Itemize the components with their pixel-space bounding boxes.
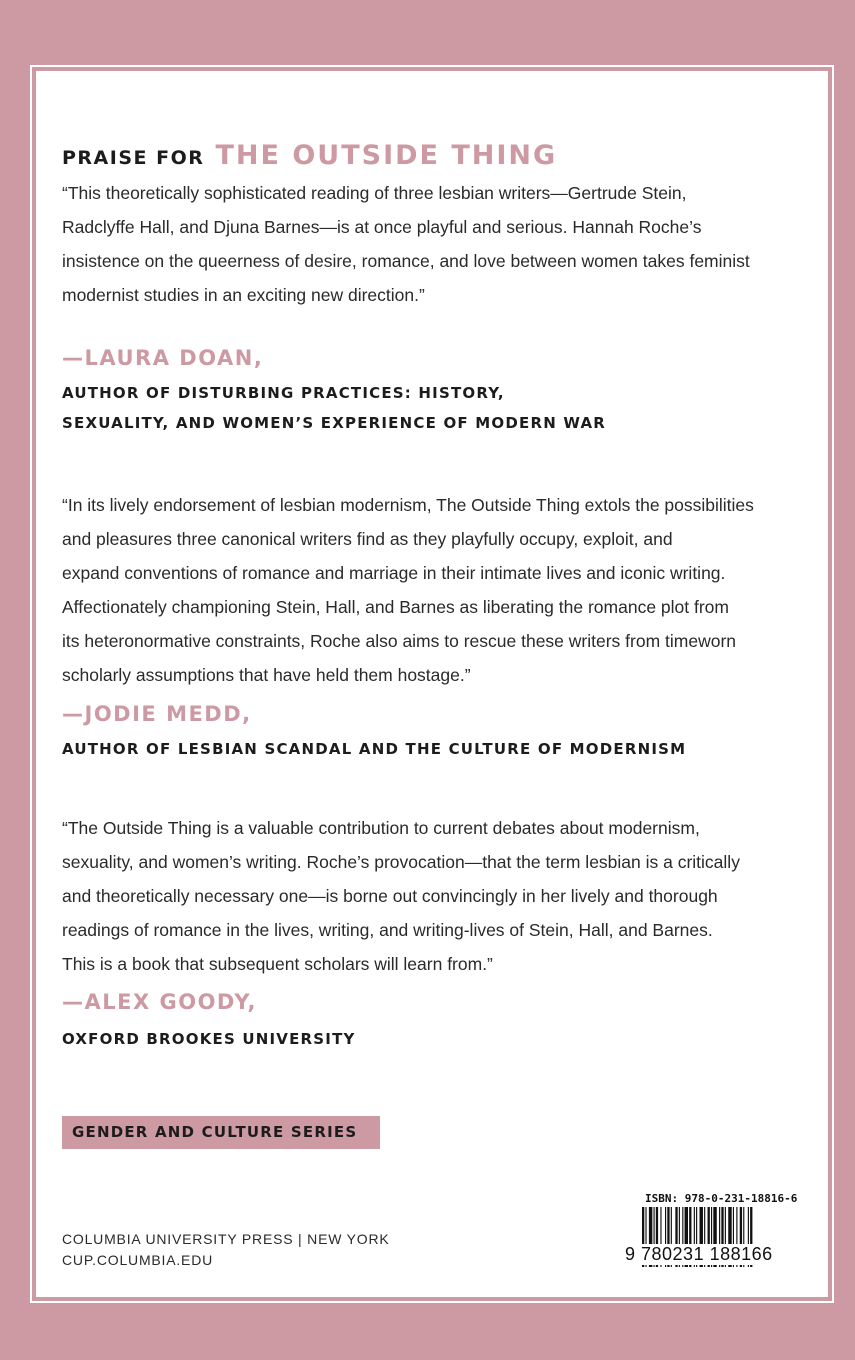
quote-line: sexuality, and women’s writing. Roche’s provocation—that the term lesbian is a critically — [62, 852, 740, 872]
quote-line: “This theoretically sophisticated reading of three lesbian writers—Gertrude Stein, — [62, 183, 687, 203]
quote-line: Radclyffe Hall, and Djuna Barnes—is at once playful and serious. Hannah Roche’s — [62, 217, 702, 237]
reviewer-affiliation-1b: SEXUALITY, AND WOMEN’S EXPERIENCE OF MODERN WAR — [62, 414, 607, 432]
quote-line: its heteronormative constraints, Roche also aims to rescue these writers from timeworn — [62, 631, 737, 651]
publisher-info — [62, 1229, 390, 1271]
quote-line: “The Outside Thing is a valuable contribution to current debates about modernism, — [62, 818, 700, 838]
quote-line: and pleasures three canonical writers find as they playfully occupy, exploit, and — [62, 529, 673, 549]
reviewer-affiliation-1a: AUTHOR OF DISTURBING PRACTICES: HISTORY, — [62, 384, 505, 402]
quote-line: Affectionately championing Stein, Hall, and Barnes as liberating the romance plot from — [62, 597, 729, 617]
series-badge: GENDER AND CULTURE SERIES — [62, 1116, 380, 1149]
isbn-label: ISBN: 978-0-231-18816-6 — [645, 1192, 798, 1205]
quote-line: scholarly assumptions that have held them hostage.” — [62, 665, 471, 685]
reviewer-name-1: —LAURA DOAN, — [62, 346, 264, 370]
quote-line: modernist studies in an exciting new direction.” — [62, 285, 425, 305]
review-quote-2 — [62, 488, 792, 692]
book-title: THE OUTSIDE THING — [215, 140, 558, 171]
quote-line: and theoretically necessary one—is borne out convincingly in her lively and thorough — [62, 886, 718, 906]
quote-line: “In its lively endorsement of lesbian modernism, The Outside Thing extols the possibilities — [62, 495, 754, 515]
quote-line: readings of romance in the lives, writing, and writing-lives of Stein, Hall, and Barnes. — [62, 920, 713, 940]
reviewer-name-3: —ALEX GOODY, — [62, 990, 258, 1014]
publisher-name: COLUMBIA UNIVERSITY PRESS | NEW YORK — [62, 1231, 390, 1247]
reviewer-affiliation-2: AUTHOR OF LESBIAN SCANDAL AND THE CULTURE OF MODERNISM — [62, 740, 687, 758]
review-quote-1 — [62, 176, 792, 312]
reviewer-name-2: —JODIE MEDD, — [62, 702, 252, 726]
quote-line: This is a book that subsequent scholars will learn from.” — [62, 954, 493, 974]
review-quote-3 — [62, 811, 792, 981]
barcode-number: 9 780231 188166 — [625, 1244, 803, 1265]
quote-line: insistence on the queerness of desire, romance, and love between women takes feminist — [62, 251, 750, 271]
praise-heading-lead: PRAISE FOR — [62, 147, 205, 169]
reviewer-affiliation-3: OXFORD BROOKES UNIVERSITY — [62, 1030, 356, 1048]
quote-line: expand conventions of romance and marriage in their intimate lives and iconic writing. — [62, 563, 726, 583]
publisher-url: CUP.COLUMBIA.EDU — [62, 1252, 214, 1268]
praise-heading — [62, 140, 557, 171]
